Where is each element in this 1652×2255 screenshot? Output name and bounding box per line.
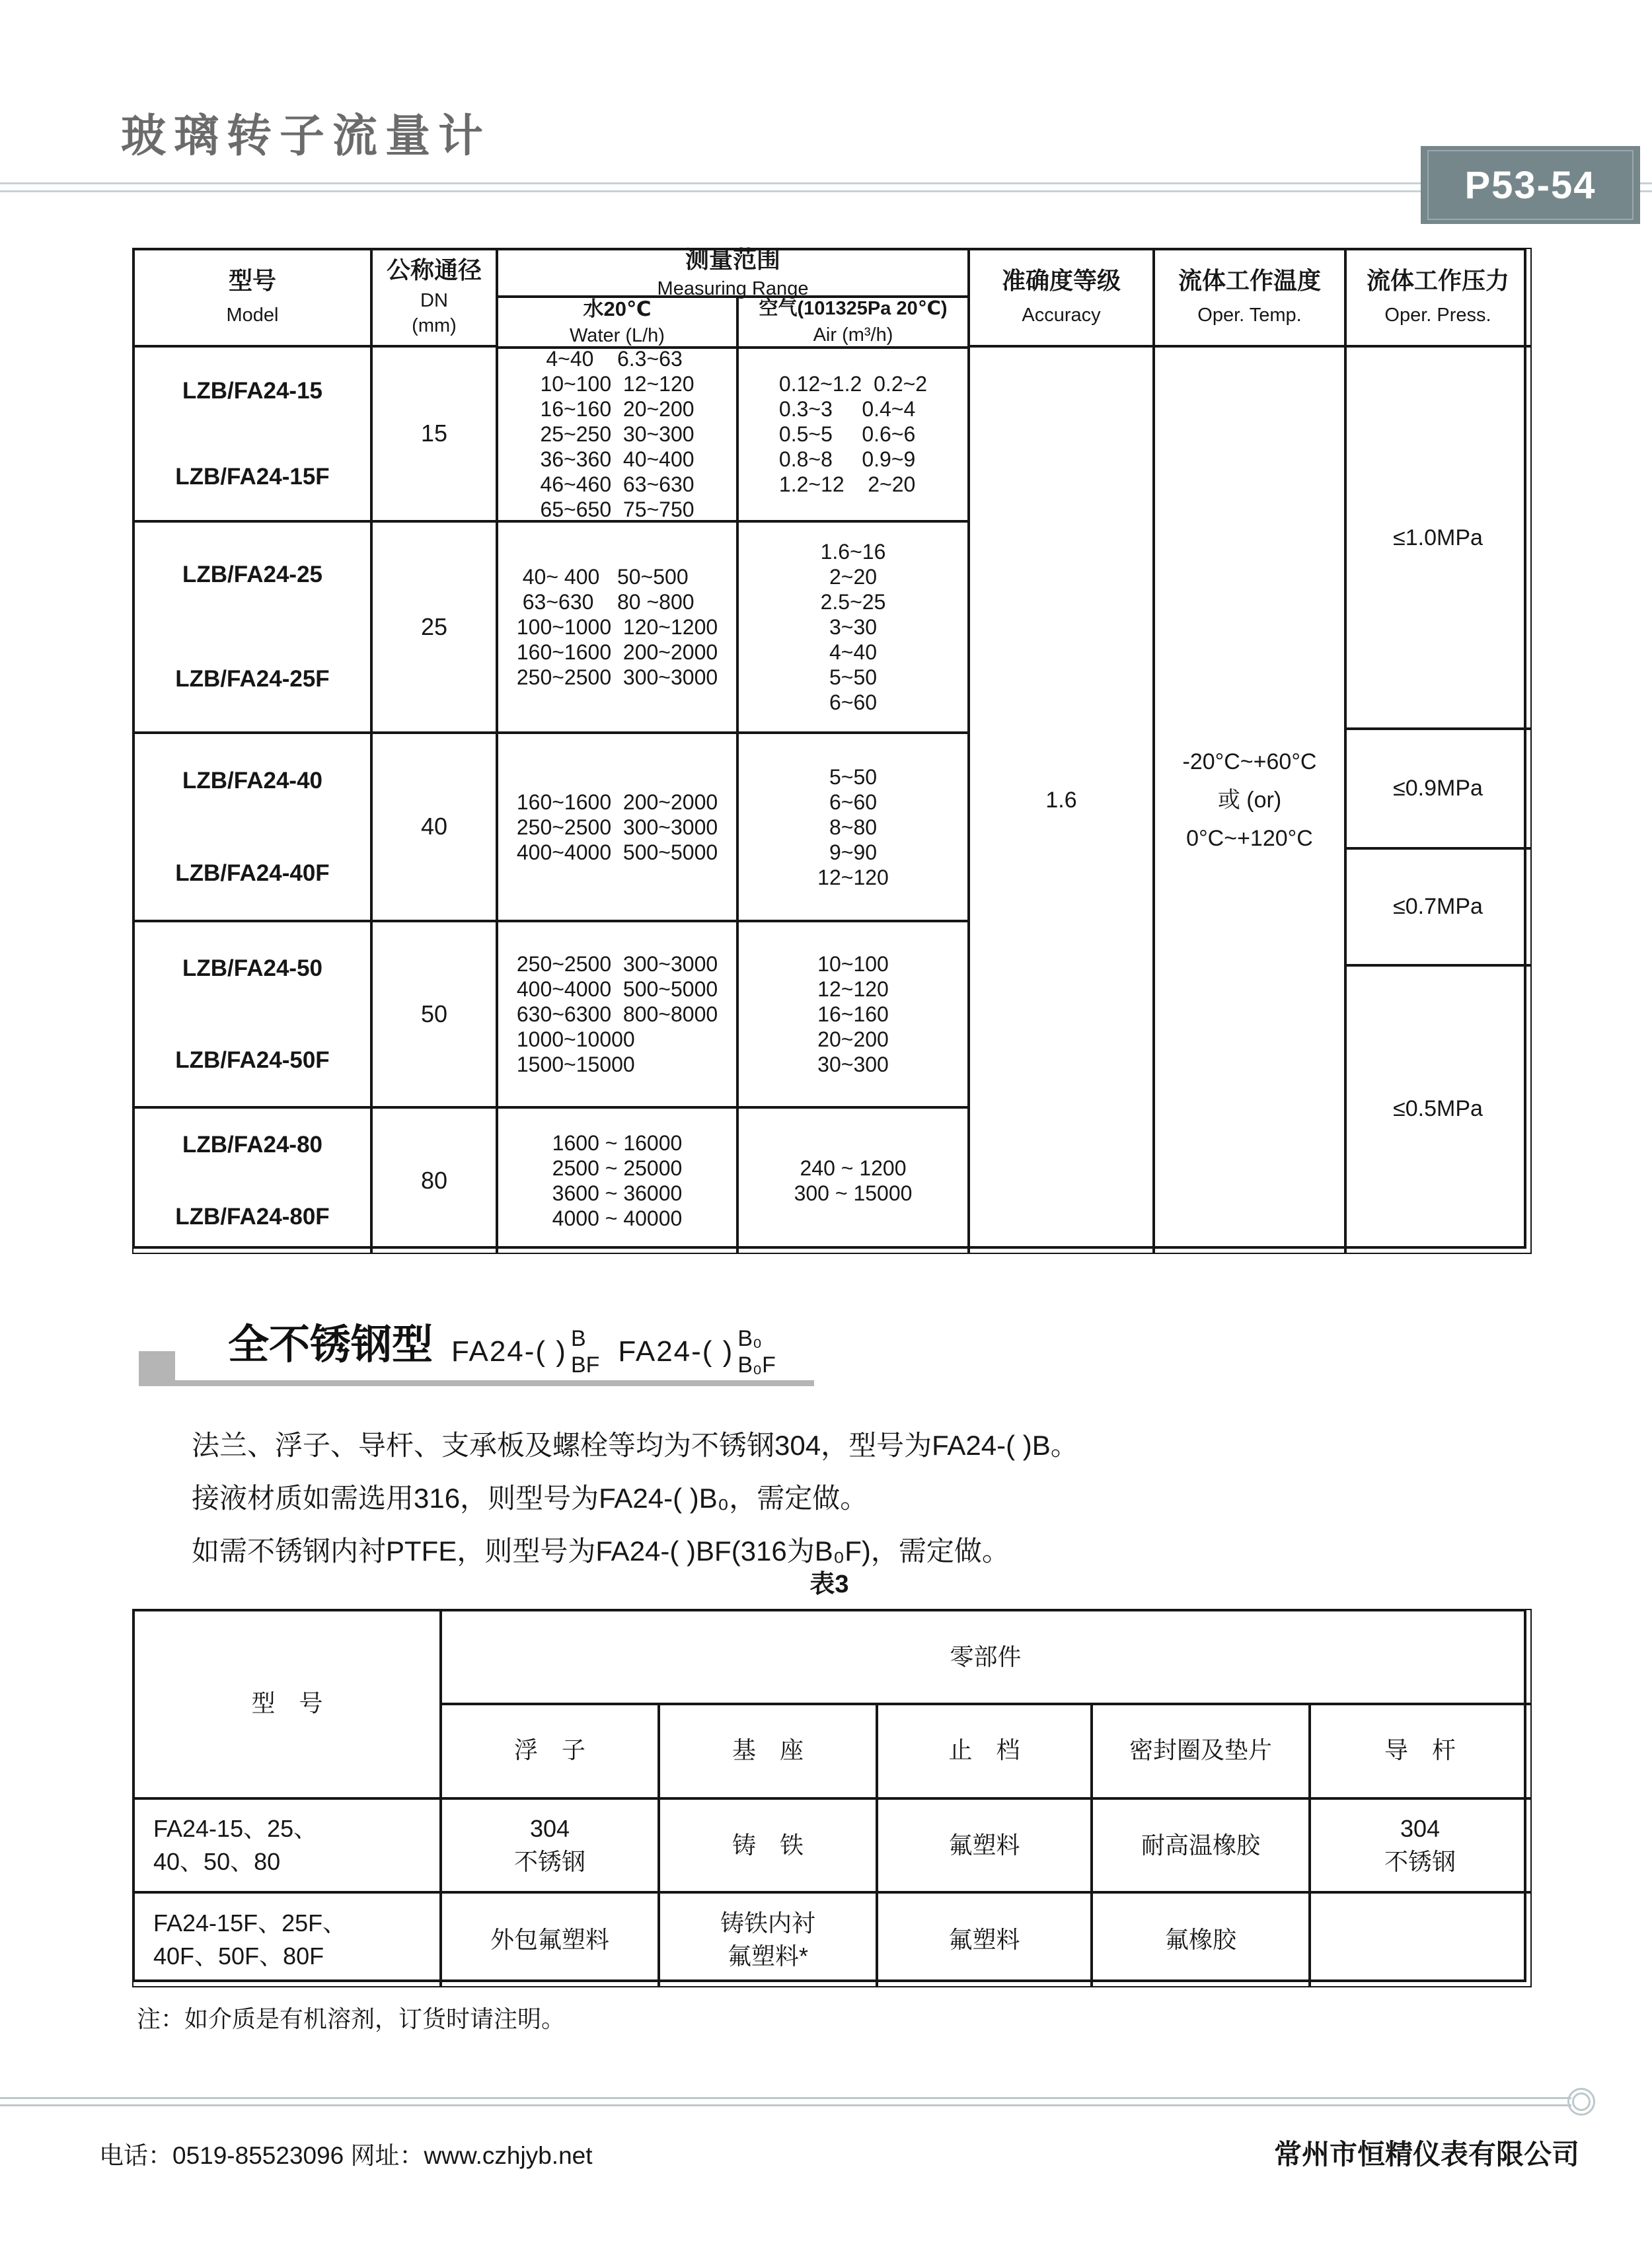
parts-col-label: 止 档 <box>948 1736 1020 1764</box>
parts-row1-model <box>132 1798 442 1892</box>
spec-row-40-dn <box>370 733 498 921</box>
spec-header-dn-zh: 公称通径 <box>386 256 482 284</box>
parts-row2-stop <box>876 1892 1093 1987</box>
parts-row1-base <box>657 1798 878 1892</box>
parts-table <box>132 1609 1526 1982</box>
spec-header-water <box>496 295 739 349</box>
model-label: LZB/FA24-25 <box>182 562 322 588</box>
parts-cell-lines: 外包氟塑料 <box>490 1926 609 1953</box>
spec-row-80-water <box>496 1107 739 1254</box>
parts-col-label: 导 杆 <box>1384 1736 1456 1764</box>
spec-press-cell-2 <box>1344 727 1532 850</box>
parts-cell-lines: 304 不锈钢 <box>1384 1815 1456 1875</box>
parts-header-parts-label: 零部件 <box>950 1643 1022 1670</box>
spec-header-air-en: Air (m³/h) <box>813 324 893 346</box>
spec-header-range-zh: 测量范围 <box>685 245 780 273</box>
spec-row-40-models <box>132 733 373 921</box>
air-ranges: 5~50 6~60 8~80 9~90 12~120 <box>817 764 889 889</box>
variant-suffix-top: B₀ <box>737 1325 763 1351</box>
spec-header-range <box>496 245 970 299</box>
variant-suffix-stack <box>737 1325 776 1378</box>
footer-contact: 电话：0519-85523096 网址：www.czhjyb.net <box>99 2142 593 2169</box>
spec-header-accuracy-zh: 准确度等级 <box>1001 267 1121 295</box>
spec-row-15-dn <box>370 346 498 521</box>
parts-model-lines: FA24-15F、25F、 40F、50F、80F <box>153 1909 347 1970</box>
parts-model-lines: FA24-15、25、 40、50、80 <box>153 1815 318 1875</box>
spec-row-50-dn <box>370 921 498 1107</box>
model-label: LZB/FA24-50 <box>182 955 322 981</box>
model-label: LZB/FA24-15F <box>175 464 330 490</box>
pressure-value: ≤0.7MPa <box>1393 894 1483 920</box>
parts-table-caption: 表3 <box>809 1571 849 1598</box>
spec-header-air <box>736 295 970 349</box>
spec-header-dn-en: DN <box>420 290 448 312</box>
model-label: LZB/FA24-80F <box>175 1203 330 1230</box>
parts-row2-base <box>657 1892 878 1987</box>
model-label: LZB/FA24-15 <box>182 377 322 404</box>
spec-row-50-models <box>132 921 373 1107</box>
spec-header-accuracy-en: Accuracy <box>1022 305 1101 326</box>
spec-row-25-dn <box>370 521 498 733</box>
spec-header-model-zh: 型号 <box>228 267 276 295</box>
parts-row2-model <box>132 1892 442 1987</box>
variant-prefix: FA24-( ) <box>451 1335 567 1368</box>
footer-circle-ornament <box>1567 2088 1595 2116</box>
spec-temp-cell <box>1152 346 1347 1254</box>
air-ranges: 240 ~ 1200 300 ~ 15000 <box>794 1156 913 1205</box>
model-label: LZB/FA24-50F <box>175 1047 330 1073</box>
spec-accuracy-cell <box>967 346 1155 1254</box>
header-rule-bottom <box>0 190 1652 192</box>
pressure-value: ≤0.5MPa <box>1393 1096 1483 1122</box>
spec-header-accuracy <box>967 248 1155 346</box>
water-ranges: 160~1600 200~2000 250~2500 300~3000 400~4000 500~5000 <box>516 790 718 864</box>
spec-row-40-water <box>496 733 739 921</box>
model-label: LZB/FA24-80 <box>182 1131 322 1158</box>
parts-col-rod <box>1308 1703 1532 1798</box>
dn-value: 25 <box>420 612 448 640</box>
parts-row1-float <box>439 1798 660 1892</box>
water-ranges: 40~ 400 50~500 63~630 80 ~800 100~1000 120~1200 160~1600 200~2000 250~2500 300~3000 <box>516 565 718 689</box>
spec-header-dn-unit: (mm) <box>412 314 457 336</box>
section-heading <box>228 1312 776 1378</box>
parts-col-label: 密封圈及垫片 <box>1129 1736 1272 1764</box>
dn-value: 50 <box>420 1000 448 1027</box>
parts-col-stop <box>876 1703 1093 1798</box>
spec-row-80-air <box>736 1107 970 1254</box>
parts-cell-lines: 铸铁内衬 氟塑料* <box>720 1909 815 1970</box>
spec-header-range-en: Measuring Range <box>657 277 809 299</box>
dn-value: 40 <box>420 813 448 840</box>
parts-col-seal <box>1090 1703 1311 1798</box>
spec-row-40-air <box>736 733 970 921</box>
parts-col-label: 基 座 <box>732 1736 804 1764</box>
footer-company-name: 常州市恒精仪表有限公司 <box>1273 2139 1579 2170</box>
variant-suffix-top: B <box>570 1325 586 1351</box>
spec-row-25-air <box>736 521 970 733</box>
spec-header-water-en: Water (L/h) <box>570 324 665 346</box>
spec-header-model <box>132 248 373 346</box>
parts-col-float <box>439 1703 660 1798</box>
parts-header-parts <box>439 1609 1532 1705</box>
spec-row-80-models <box>132 1107 373 1254</box>
dn-value: 80 <box>420 1166 448 1194</box>
header-rule-top <box>0 182 1652 184</box>
spec-header-temp-en: Oper. Temp. <box>1197 305 1302 326</box>
model-label: LZB/FA24-40 <box>182 767 322 794</box>
temp-values: -20°C~+60°C 或 (or) 0°C~+120°C <box>1182 749 1317 851</box>
water-ranges: 1600 ~ 16000 2500 ~ 25000 3600 ~ 36000 4000 ~ 40000 <box>552 1131 683 1230</box>
spec-press-cell-4 <box>1344 964 1532 1254</box>
spec-row-50-water <box>496 921 739 1107</box>
spec-row-25-water <box>496 521 739 733</box>
parts-cell-lines: 304 不锈钢 <box>513 1815 585 1875</box>
spec-row-80-dn <box>370 1107 498 1254</box>
parts-cell-lines: 氟塑料 <box>948 1831 1020 1859</box>
parts-row2-seal <box>1090 1892 1311 1987</box>
badge-inner-border <box>1427 150 1633 220</box>
parts-col-base <box>657 1703 878 1798</box>
page-number: P53-54 <box>1464 163 1596 207</box>
parts-cell-lines: 耐高温橡胶 <box>1141 1831 1260 1859</box>
footer-circle-inner <box>1572 2092 1591 2111</box>
parts-header-model-label: 型 号 <box>251 1689 323 1717</box>
parts-row2-rod <box>1308 1892 1532 1987</box>
section-paragraphs: 法兰、浮子、导杆、支承板及螺栓等均为不锈钢304，型号为FA24-( )B。 接液材质如需选用316，则型号为FA24-( )B₀，需定做。 如需不锈钢内衬PTFE，则型号为FA24-( )BF(316为B₀F)，需定做。 <box>192 1430 1078 1567</box>
section-title: 全不锈钢型 <box>228 1322 433 1368</box>
parts-cell-lines: 氟塑料 <box>948 1926 1020 1953</box>
spec-table <box>132 245 1526 1249</box>
footer-rule <box>0 2097 1571 2106</box>
water-ranges: 250~2500 300~3000 400~4000 500~5000 630~6300 800~8000 1000~10000 1500~15000 <box>516 952 718 1076</box>
model-variant-2 <box>618 1325 775 1378</box>
parts-table-note: 注：如介质是有机溶剂，订货时请注明。 <box>137 2005 566 2032</box>
parts-cell-lines: 氟橡胶 <box>1164 1926 1236 1953</box>
parts-row2-float <box>439 1892 660 1987</box>
model-label: LZB/FA24-25F <box>175 666 330 692</box>
section-underline-bar <box>139 1380 814 1386</box>
parts-cell-lines: 铸 铁 <box>732 1831 804 1859</box>
pressure-value: ≤1.0MPa <box>1393 525 1483 551</box>
dn-value: 15 <box>420 420 448 447</box>
spec-row-15-air <box>736 346 970 521</box>
page-title: 玻璃转子流量计 <box>121 111 492 161</box>
variant-suffix-bottom: BF <box>570 1352 600 1378</box>
spec-press-cell-3 <box>1344 847 1532 967</box>
pressure-value: ≤0.9MPa <box>1393 776 1483 801</box>
variant-prefix: FA24-( ) <box>618 1335 734 1368</box>
spec-row-15-models <box>132 346 373 521</box>
variant-suffix-stack <box>571 1325 599 1378</box>
spec-header-temp <box>1152 248 1347 346</box>
variant-suffix-bottom: B₀F <box>737 1352 776 1378</box>
spec-header-dn <box>370 248 498 346</box>
spec-header-press <box>1344 248 1532 346</box>
parts-row1-stop <box>876 1798 1093 1892</box>
parts-row1-rod <box>1308 1798 1532 1892</box>
model-variant-1 <box>451 1325 599 1378</box>
accuracy-value: 1.6 <box>1045 787 1077 813</box>
spec-press-cell-1 <box>1344 346 1532 730</box>
parts-header-model <box>132 1609 442 1798</box>
parts-row1-seal <box>1090 1798 1311 1892</box>
spec-row-50-air <box>736 921 970 1107</box>
air-ranges: 1.6~16 2~20 2.5~25 3~30 4~40 5~50 6~60 <box>820 540 886 714</box>
spec-header-model-en: Model <box>226 305 279 326</box>
air-ranges: 10~100 12~120 16~160 20~200 30~300 <box>817 952 889 1076</box>
spec-row-25-models <box>132 521 373 733</box>
spec-header-temp-zh: 流体工作温度 <box>1178 267 1321 295</box>
water-ranges: 4~40 6.3~63 10~100 12~120 16~160 20~200 25~250 30~300 36~360 40~400 46~460 63~630 65~650 75~750 <box>540 346 695 521</box>
spec-header-air-zh: 空气(101325Pa 20℃) <box>759 297 948 319</box>
spec-header-press-zh: 流体工作压力 <box>1366 267 1509 295</box>
page-number-badge <box>1421 146 1640 224</box>
air-ranges: 0.12~1.2 0.2~2 0.3~3 0.4~4 0.5~5 0.6~6 0.8~8 0.9~9 1.2~12 2~20 <box>778 371 928 496</box>
parts-col-label: 浮 子 <box>513 1736 585 1764</box>
spec-header-press-en: Oper. Press. <box>1384 305 1491 326</box>
spec-row-15-water <box>496 346 739 521</box>
model-label: LZB/FA24-40F <box>175 860 330 886</box>
spec-header-water-zh: 水20℃ <box>583 297 652 320</box>
